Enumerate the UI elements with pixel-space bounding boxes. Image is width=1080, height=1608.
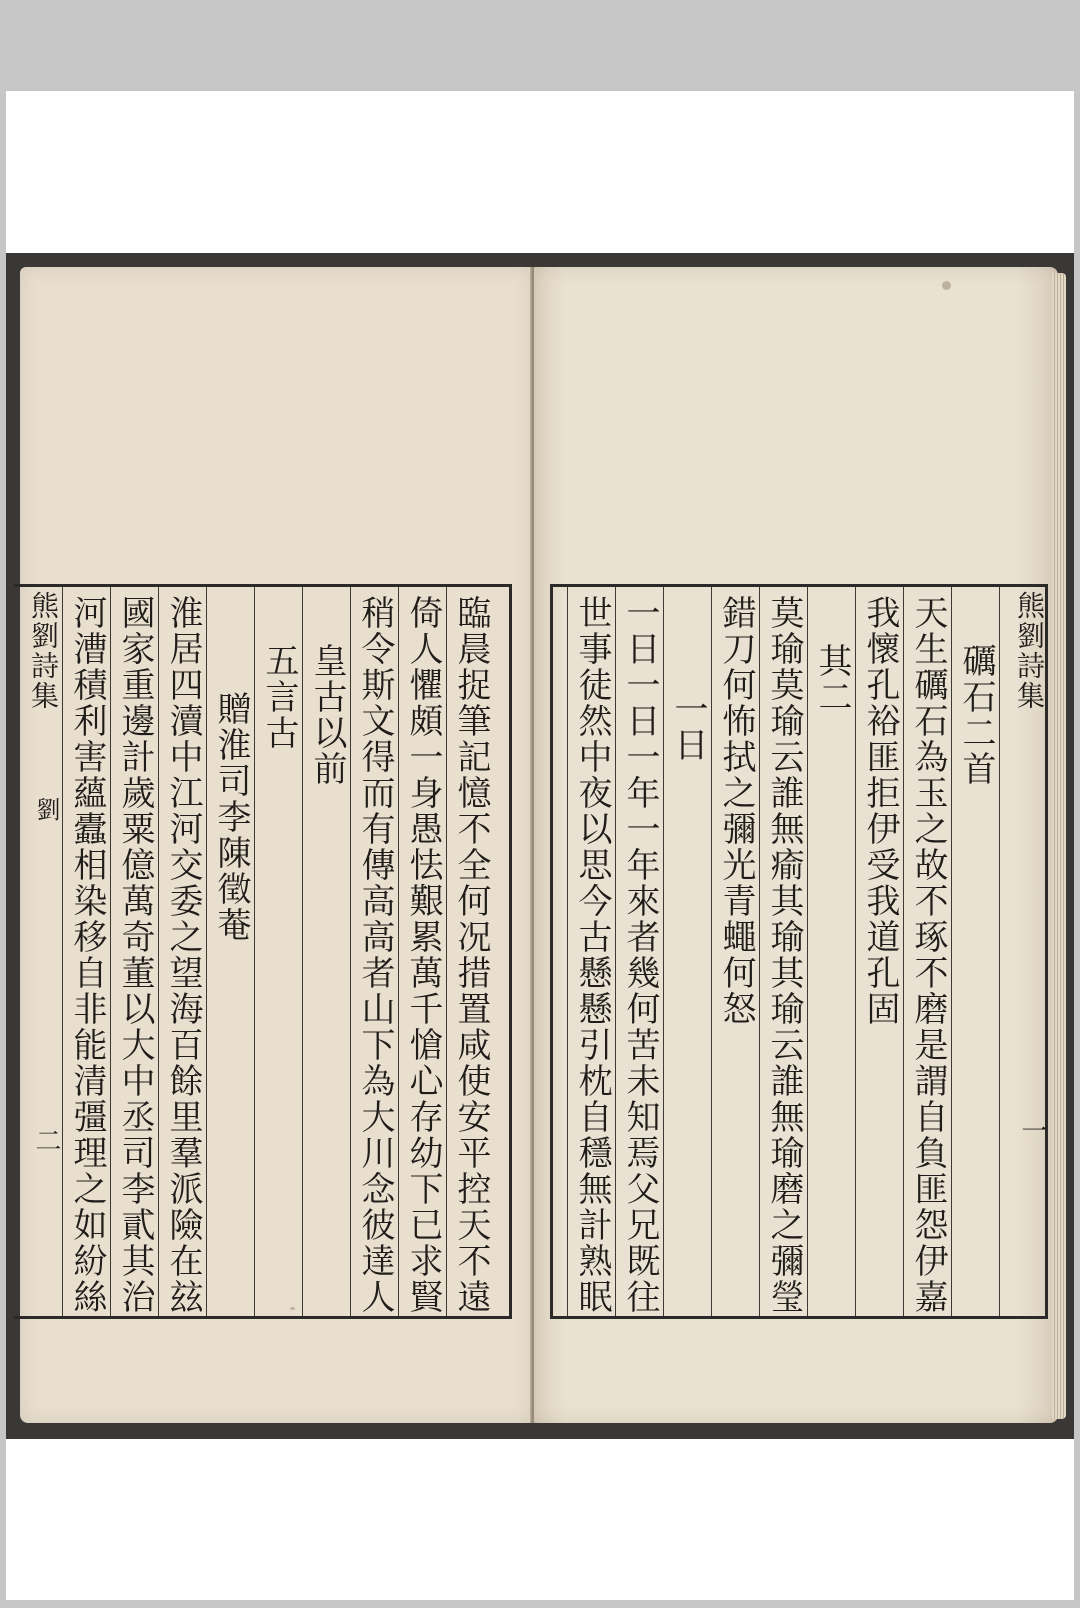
fish-tail-label: 劉 xyxy=(32,797,60,823)
text-column xyxy=(446,587,494,1316)
page-edges xyxy=(1052,273,1066,1419)
text-column xyxy=(759,587,807,1316)
column-text: 淮居四瀆中江河交委之望海百餘里羣派險在玆 xyxy=(163,595,203,1315)
text-column xyxy=(206,587,254,1316)
text-column xyxy=(350,587,398,1316)
column-text: 國家重邊計歲粟億萬奇董以大中丞司李貳其治 xyxy=(115,595,155,1315)
center-column xyxy=(14,587,62,1316)
column-text: 世事徒然中夜以思今古懸懸引枕自穩無計熟眠 xyxy=(572,595,612,1315)
text-column xyxy=(951,587,999,1316)
column-text: 礪石二首 xyxy=(956,643,996,787)
text-column xyxy=(158,587,206,1316)
book-title: 熊劉詩集 xyxy=(27,591,60,711)
text-column xyxy=(254,587,302,1316)
column-text: 倚人懼頗一身愚怯艱累萬千愴心存幼下已求賢 xyxy=(403,595,443,1315)
column-text: 臨晨捉筆記憶不全何况措置咸使安平控天不遠 xyxy=(451,595,491,1315)
column-text: 錯刀何怖拭之彌光青蠅何怒 xyxy=(716,595,756,1027)
text-column xyxy=(398,587,446,1316)
column-text: 河漕積利害蘊蠹相染移自非能清彊理之如紛絲 xyxy=(67,595,107,1315)
column-text: 一日一日一年一年來者幾何苦未知焉父兄既往 xyxy=(620,595,660,1315)
column-text: 五言古 xyxy=(259,643,299,751)
ink-spot xyxy=(942,281,951,290)
column-text: 我懷孔裕匪拒伊受我道孔固 xyxy=(860,595,900,1027)
text-column xyxy=(110,587,158,1316)
page-number: 二 xyxy=(31,1127,61,1155)
column-text: 天生礪石為玉之故不琢不磨是謂自負匪怨伊嘉 xyxy=(908,595,948,1315)
column-text: 其二 xyxy=(812,643,852,715)
right-text-block xyxy=(550,584,1048,1319)
page-number: 一 xyxy=(1017,1117,1047,1145)
column-text: 稍令斯文得而有傳高高者山下為大川念彼達人 xyxy=(355,595,395,1315)
text-column xyxy=(663,587,711,1316)
column-text: 皇古以前 xyxy=(307,643,347,787)
text-column xyxy=(855,587,903,1316)
text-column xyxy=(807,587,855,1316)
center-column xyxy=(999,587,1045,1316)
column-text: 莫瑜莫瑜云誰無瘉其瑜其瑜云誰無瑜磨之彌瑩 xyxy=(764,595,804,1315)
text-column xyxy=(711,587,759,1316)
column-text: 一日 xyxy=(668,691,708,763)
column-text: 贈淮司李陳徵菴 xyxy=(211,691,251,943)
text-column xyxy=(615,587,663,1316)
text-column xyxy=(567,587,615,1316)
text-column xyxy=(302,587,350,1316)
book-title: 熊劉詩集 xyxy=(1013,591,1046,711)
text-column xyxy=(62,587,110,1316)
left-text-block xyxy=(14,584,512,1319)
text-column xyxy=(903,587,951,1316)
